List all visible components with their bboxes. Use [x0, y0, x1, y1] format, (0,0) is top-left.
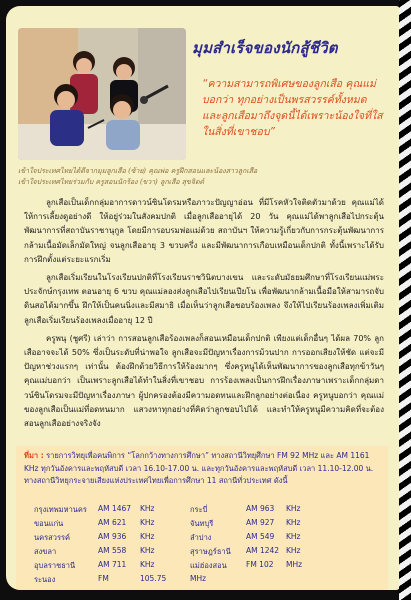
station-cell: KHz [286, 518, 301, 527]
pull-quote: “ความสามารถพิเศษของลูกเสือ คุณแม่บอกว่า ทุกอย่างเป็นพรสวรรค์ทั้งหมด และลูกเสือมาถึงจุดนี้ได้เพราะน้องใจที่ใสในสิ่งที่เขาชอบ” [202, 78, 383, 138]
station-cell: MHz [286, 560, 303, 569]
station-cell: AM 1242 [246, 546, 280, 555]
station-cell: KHz [140, 532, 155, 541]
station-cell: KHz [140, 518, 155, 527]
station-cell: ขอนแก่น [34, 519, 64, 528]
article-paragraph-3: ครูพนุ (ชูศรี) เล่าว่า การสอนลูกเสือร้องเพลงก็สอนเหมือนเด็กปกติ เพียงแต่เด็กอื่นๆ ได้ผล 70% ลูกเสืออาจจะได้ 50% ซึ่งเป็นระดับที่น่าพอใจ ลูกเสือจะมีปัญหาเรื่องการม้วนปาก การออกเสียงให้ชัด แต่จะมีปัญหาช่วงแรกๆ เท่านั้น ต้องฝึกด้วยวิธีการให้ร้องมากๆ ซึ่งครูหนูได้เห็นพัฒนาการของลูกเสือทุกข้าวันๆ คุณแม่บอกว่า เป็นเพราะลูกเสือได้ทำในสิ่งที่เขาชอบ การร้องเพลงเป็นการฝึกเรื่องภาษาเพราะเด็กกลุ่มดาวน์ซินโดรมจะมีปัญหาเรื่องภาษา ผู้ปกครองต้องมีความอดทนและฝึกลูกอย่างต่อเนื่อง ครูหนูบอกว่า คุณแม่ของลูกเสือเป็นแม่ที่อดทนมาก แสวงหาทุกอย่างที่คิดว่าลูกชอบไปได้ และทำให้ครูหนูมีความคิดที่จะต้องสอนลูกเสืออย่างจริงจัง [24, 333, 384, 429]
article-paragraph-2: ลูกเสือเริ่มเรียนในโรงเรียนปกติที่โรงเรียนราชวินิตบางเขน และระดับมัธยมศึกษาที่โรงเรียนแม่พระประจักษ์กรุงเทพ ตอนอายุ 6 ขวบ คุณแม่ลองส่งลูกเสือไปเรียนเปียโน เพื่อพัฒนากล้ามเนื้อมือให้สามารถจับดินสอได้มากขึ้น ฝึกให้เป็นคนนิ่งและมีสมาธิ เมื่อเห็นว่าลูกเสือชอบร้องเพลง จึงให้ไปเรียนร้องเพลงเพิ่มเติม ลูกเสือเริ่มเรียนร้องเพลงเมื่ออายุ 12 ปี [24, 273, 384, 325]
station-cell: KHz [140, 560, 155, 569]
station-cell: AM 927 [246, 518, 275, 527]
station-cell: KHz [140, 546, 155, 555]
zebra-border [399, 0, 411, 600]
station-cell: นครสวรรค์ [34, 533, 71, 542]
studio-photo-illustration [18, 28, 186, 160]
station-cell: แม่ฮ่องสอน [190, 561, 227, 570]
station-cell: ลำปาง [190, 533, 212, 542]
station-cell: FM [98, 574, 109, 583]
station-list [34, 504, 334, 588]
station-cell: จันทบุรี [190, 519, 214, 528]
station-cell: AM 936 [98, 532, 127, 541]
station-cell: AM 1467 [98, 504, 132, 513]
station-cell: FM 102 [246, 560, 274, 569]
page-title: มุมสำเร็จของนักสู้ชีวิต [192, 39, 338, 57]
station-cell: AM 549 [246, 532, 275, 541]
station-cell: AM 963 [246, 504, 275, 513]
station-row [34, 532, 334, 546]
photo-caption-line-1: เข้าใจประเทศไทยได้ดีจากมุมลูกเสือ (ซ้าย) คุณพ่อ ครูฝึกสอนและน้องสาวลูกเสือ [18, 167, 258, 175]
station-row [34, 546, 334, 560]
magazine-page [6, 6, 400, 590]
station-cell: KHz [140, 504, 155, 513]
radio-info-lead: ที่มา : [24, 451, 44, 460]
station-cell: AM 621 [98, 518, 127, 527]
photo-caption [18, 166, 258, 188]
station-cell: MHz [190, 574, 207, 583]
station-cell: KHz [286, 504, 301, 513]
article-body [24, 196, 384, 435]
station-cell: อุบลราชธานี [34, 561, 76, 570]
photo-caption-line-2: เข้าใจประเทศไทยร่วมกับ ครูสอนนักร้อง (ขวา) ลูกเสือ สุขจิตต์ [18, 178, 205, 186]
station-cell: สงขลา [34, 547, 57, 556]
station-row [34, 504, 334, 518]
interview-photo [18, 28, 186, 160]
station-cell: AM 711 [98, 560, 127, 569]
radio-info-text [24, 450, 382, 488]
station-cell: 105.75 [140, 574, 167, 583]
station-cell: KHz [286, 532, 301, 541]
station-cell: KHz [286, 546, 301, 555]
station-row [34, 574, 334, 588]
station-cell: กรุงเทพมหานคร [34, 505, 87, 514]
station-cell [286, 574, 326, 588]
station-cell: AM 558 [98, 546, 127, 555]
station-cell: กระบี่ [190, 505, 208, 514]
article-paragraph-1: ลูกเสือเป็นเด็กกลุ่มอาการดาวน์ซินโดรมหรือภาวะปัญญาอ่อน ที่มีโรคหัวใจติดตัวมาด้วย คุณแม่ได้ให้การเลี้ยงดูอย่างดี ให้อยู่ร่วมในสังคมปกติ เมื่อลูกเสืออายุได้ 20 วัน คุณแม่ได้พาลูกเสือไปกระตุ้นพัฒนาการที่สถาบันราชานุกูล โดยมีการอบรมพ่อแม่ด้วย สถาบันฯ ให้ความรู้เกี่ยวกับการกระตุ้นพัฒนาการกล้ามเนื้อมัดเล็กมัดใหญ่ จนลูกเสืออายุ 3 ขวบครึ่ง และมีพัฒนาการเกือบเหมือนเด็กปกติ ทั้งนี้เพราะได้รับการฝึกตั้งแต่ระยะแรกเริ่ม [24, 198, 384, 264]
station-row [34, 560, 334, 574]
station-row [34, 518, 334, 532]
station-cell [246, 574, 286, 588]
station-cell: ระนอง [34, 575, 56, 584]
station-cell: สุราษฎร์ธานี [190, 547, 231, 556]
radio-info-description: รายการวิทยุเพื่อคนพิการ “โลกกว้างทางการศึกษา” ทางสถานีวิทยุศึกษา FM 92 MHz และ AM 1161 KHz ทุกวันอังคารและพฤหัสบดี เวลา 16.10-17.00 น. และทุกวันอังคารและพฤหัสบดี เวลา 11.10-12.00 น. ทางสถานีวิทยุกระจายเสียงแห่งประเทศไทยเพื่อการศึกษา 11 สถานีทั่วประเทศ ดังนี้ [24, 451, 374, 485]
radio-info-box [16, 446, 388, 590]
